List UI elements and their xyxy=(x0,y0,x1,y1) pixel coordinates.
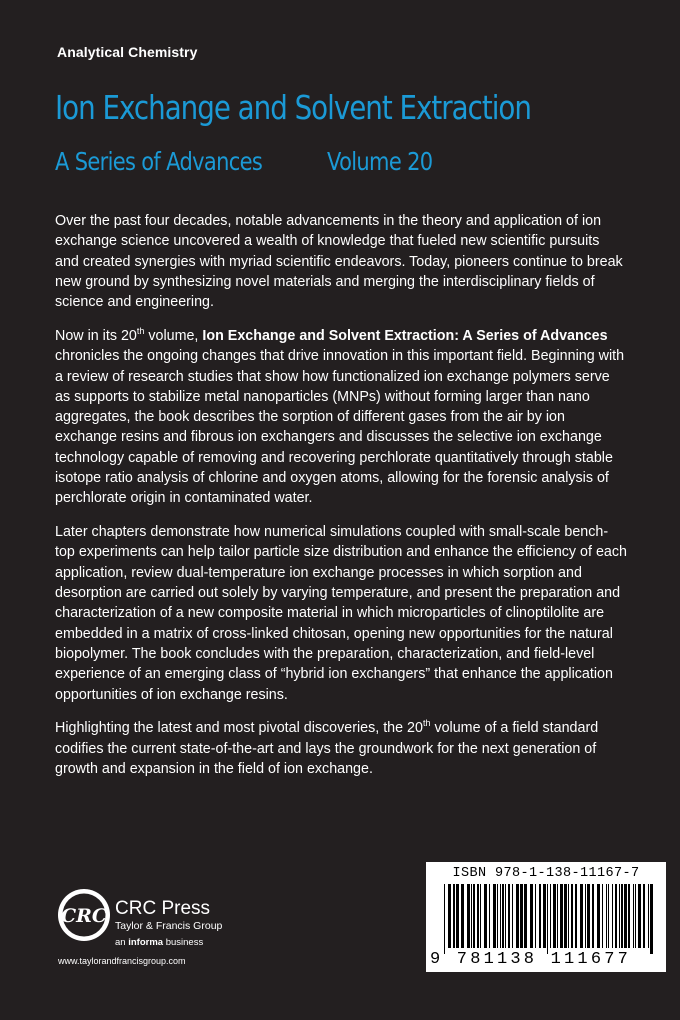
barcode-bar xyxy=(557,884,558,948)
barcode-bar xyxy=(493,884,496,948)
barcode-bar xyxy=(602,884,603,948)
barcode-bar xyxy=(553,884,556,948)
volume-number: Volume 20 xyxy=(327,147,433,176)
publisher-name: CRC Press xyxy=(115,898,211,919)
book-title: Ion Exchange and Solvent Extraction xyxy=(55,88,531,127)
barcode-bar xyxy=(619,884,620,948)
barcode-bar xyxy=(473,884,475,948)
barcode-bar xyxy=(568,884,569,948)
barcode-bar xyxy=(547,884,548,954)
barcode-bar xyxy=(539,884,541,948)
barcode-bar xyxy=(628,884,630,948)
informa-business-line: an informa business xyxy=(115,937,204,948)
barcode-bar xyxy=(453,884,455,948)
barcode-bar xyxy=(643,884,645,948)
barcode-bar xyxy=(615,884,617,948)
barcode-bar xyxy=(512,884,513,948)
barcode-bar xyxy=(606,884,607,948)
paragraph-2: Now in its 20th volume, Ion Exchange and Solvent Extraction: A Series of Advances chronicles the ongoing changes that drive innovation in this important field. Beginning with a review of research studies that show how functionalized ion exchange polymers serve as supports to stabilize metal nanoparticles (MNPs) without forming larger than nano aggregates, the book describes the sorption of different gases from the air by ion exchange resins and fibrous ion exchangers and discusses the selective ion exchange technology capable of removing and recovering perchlorate quantitatively through stable isotope ratio analysis of chlorine and oxygen atoms, allowing for the forensic analysis of perchlorate origin in contaminated water. xyxy=(55,326,625,507)
barcode-bar xyxy=(524,884,527,948)
barcode-bar xyxy=(592,884,594,948)
barcode-bar xyxy=(480,884,481,948)
barcode-bar xyxy=(444,884,445,954)
barcode-bar xyxy=(612,884,613,948)
barcode-bar xyxy=(550,884,551,948)
barcode-bar xyxy=(456,884,459,948)
barcode-bar xyxy=(635,884,636,948)
barcode-bar xyxy=(580,884,583,948)
barcode-bar xyxy=(489,884,490,948)
barcode-bar xyxy=(624,884,627,948)
barcode-bar xyxy=(571,884,573,948)
barcode-bar xyxy=(535,884,536,948)
barcode-bar xyxy=(587,884,590,948)
bold-book-title: Ion Exchange and Solvent Extraction: A Series of Advances xyxy=(202,327,608,344)
barcode-bar xyxy=(575,884,577,948)
barcode-bar xyxy=(638,884,641,948)
barcode-bar xyxy=(543,884,546,948)
isbn-barcode: ISBN 978-1-138-11167-7 9 781138 111677 xyxy=(426,862,666,972)
barcode-bar xyxy=(500,884,501,948)
barcode-bar xyxy=(621,884,623,948)
barcode-bar xyxy=(650,884,653,954)
barcode-bar xyxy=(508,884,510,948)
publisher-url: www.taylorandfrancisgroup.com xyxy=(58,956,186,966)
logo-text: CRC xyxy=(60,905,108,927)
barcode-bar xyxy=(520,884,523,948)
barcode-bar xyxy=(448,884,451,948)
barcode-bar xyxy=(608,884,609,948)
paragraph-1: Over the past four decades, notable advancements in the theory and application of ion exchange science uncovered a wealth of knowledge that fueled new scientific pursuits and created synergies with myriad scientific endeavors. Today, pioneers continue to break new ground by synthesizing novel materials and merging the interdisciplinary fields of science and engineering. xyxy=(55,213,623,311)
barcode-bar xyxy=(530,884,533,948)
series-category: Analytical Chemistry xyxy=(57,44,198,60)
barcode-bar xyxy=(633,884,634,948)
back-cover-description xyxy=(55,211,627,793)
paragraph-3: Later chapters demonstrate how numerical simulations coupled with small-scale bench-top experiments can help tailor particle size distribution and enhance the efficiency of each application, review dual-temperature ion exchange processes in which sorption and desorption are carried out solely by varying temperature, and present the preparation and characterization of a new composite material in which microparticles of clinoptilolite are embedded in a matrix of cross-linked chitosan, opening new opportunities for the natural biopolymer. The book concludes with the preparation, characterization, and field-level experience of an emerging class of “hybrid ion exchangers” that enhance the application opportunities of ion exchange resins. xyxy=(55,524,627,703)
barcode-bar xyxy=(477,884,479,948)
barcode-bar xyxy=(648,884,649,948)
barcode-bar xyxy=(497,884,498,948)
crc-press-logo-icon xyxy=(57,888,111,942)
barcode-bar xyxy=(560,884,563,948)
publisher-group: Taylor & Francis Group xyxy=(115,920,223,932)
paragraph-4: Highlighting the latest and most pivotal discoveries, the 20th volume of a field standard codifies the current state-of-the-art and lays the groundwork for the next generation of growth and expansion in the field of ion exchange. xyxy=(55,718,599,777)
barcode-bar xyxy=(597,884,600,948)
barcode-bar xyxy=(564,884,567,948)
barcode-bar xyxy=(502,884,504,948)
barcode-bar xyxy=(516,884,519,948)
barcode-bar xyxy=(467,884,470,948)
barcode-bar xyxy=(585,884,586,948)
isbn-number: ISBN 978-1-138-11167-7 xyxy=(452,866,640,881)
barcode-bar xyxy=(505,884,506,948)
barcode-bar xyxy=(461,884,464,948)
barcode-bar xyxy=(471,884,472,948)
barcode-bar xyxy=(484,884,487,948)
book-subtitle: A Series of Advances xyxy=(55,147,263,176)
